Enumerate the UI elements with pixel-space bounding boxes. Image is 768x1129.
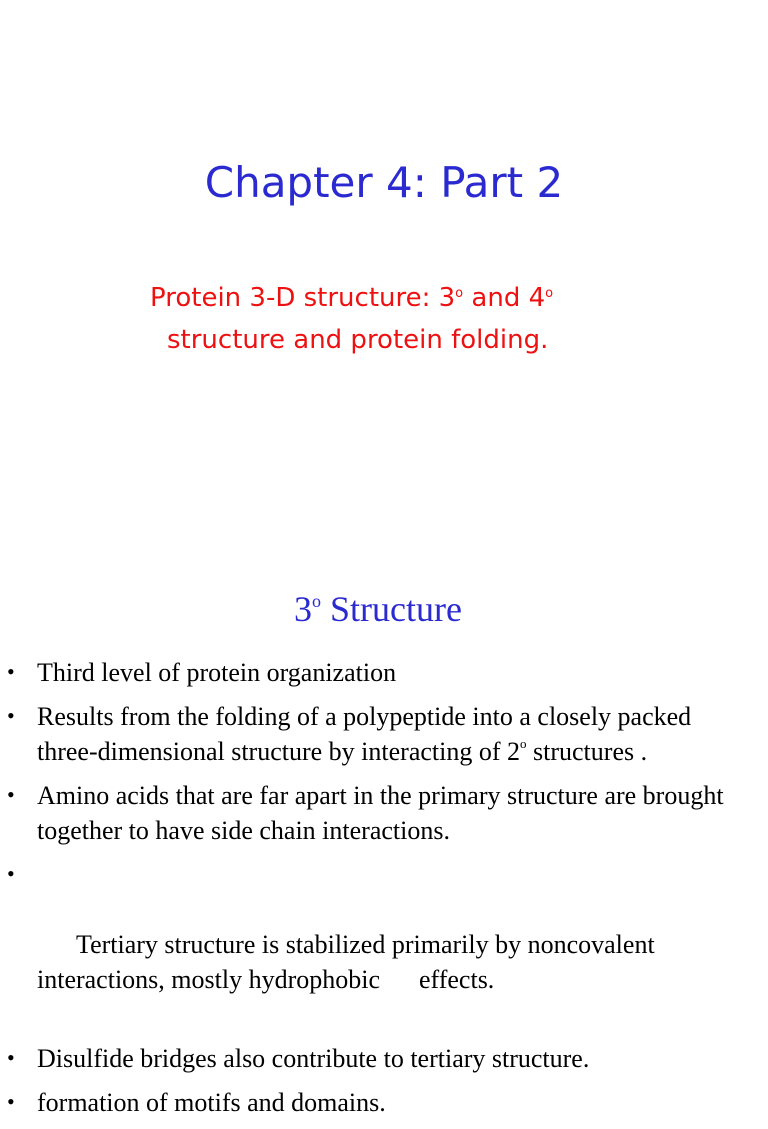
bullet-list	[0, 655, 740, 1129]
content-slide	[0, 560, 768, 1117]
bullet-text: Third level of protein organization	[37, 658, 397, 687]
bullet-icon: •	[7, 861, 15, 886]
bullet-text: formation of motifs and domains.	[37, 1088, 386, 1117]
bullet-item	[0, 699, 740, 769]
subtitle-text-part1: Protein 3-D structure: 3	[150, 283, 456, 313]
slide-subtitle	[150, 277, 710, 361]
bullet-item	[0, 857, 740, 1032]
title-slide	[0, 0, 768, 560]
bullet-text: Results from the folding of a polypeptide into a closely packed three-dimensional structure by interacting of 2	[37, 702, 692, 766]
subtitle-text-part2: and 4	[463, 283, 546, 313]
bullet-icon: •	[7, 782, 15, 807]
bullet-text-continued: structures .	[526, 737, 648, 766]
degree-superscript: o	[545, 286, 554, 301]
bullet-item	[0, 1041, 740, 1076]
slide-heading	[0, 588, 756, 630]
heading-text: Structure	[321, 589, 462, 629]
bullet-icon: •	[7, 659, 15, 684]
degree-superscript: o	[455, 286, 464, 301]
bullet-item	[0, 778, 740, 848]
bullet-text: Amino acids that are far apart in the primary structure are brought together to have side chain interactions.	[37, 781, 724, 845]
bullet-item	[0, 655, 740, 690]
bullet-item	[0, 1085, 740, 1120]
bullet-icon: •	[7, 1045, 15, 1070]
bullet-icon: •	[7, 1089, 15, 1114]
bullet-icon: •	[7, 703, 15, 728]
degree-superscript: o	[312, 591, 322, 611]
bullet-text: Tertiary structure is stabilized primarily by noncovalent interactions, mostly hydrophobic effects.	[37, 930, 662, 994]
subtitle-text-line2: structure and protein folding.	[167, 325, 549, 355]
degree-superscript: o	[520, 736, 527, 751]
bullet-text: Disulfide bridges also contribute to tertiary structure.	[37, 1044, 590, 1073]
heading-prefix: 3	[294, 589, 313, 629]
slide-title: Chapter 4: Part 2	[204, 158, 564, 207]
